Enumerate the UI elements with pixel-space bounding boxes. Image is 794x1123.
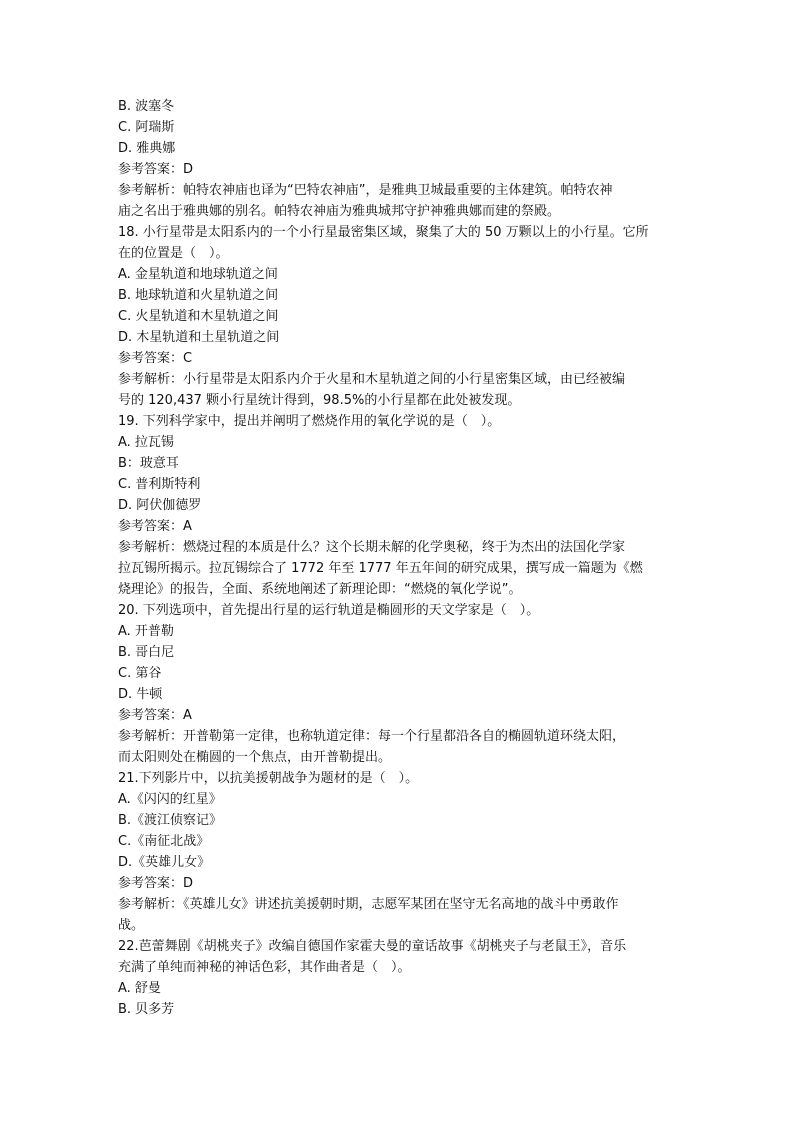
text-line: 18. 小行星带是太阳系内的一个小行星最密集区域，聚集了大的 50 万颗以上的小行星。它所 <box>118 225 649 240</box>
text-line: 而太阳则处在椭圆的一个焦点，由开普勒提出。 <box>118 750 392 765</box>
text-line: C. 第谷 <box>118 666 162 681</box>
text-line: B. 地球轨道和火星轨道之间 <box>118 288 279 303</box>
text-line: 烧理论》的报告，全面、系统地阐述了新理论即：“燃烧的氧化学说”。 <box>118 582 522 597</box>
text-line: 参考解析：帕特农神庙也译为“巴特农神庙”，是雅典卫城最重要的主体建筑。帕特农神 <box>118 183 613 198</box>
text-line: 在的位置是（ ）。 <box>118 246 229 261</box>
text-line: A. 金星轨道和地球轨道之间 <box>118 267 278 282</box>
text-line: D. 雅典娜 <box>118 141 176 156</box>
text-line: D. 木星轨道和土星轨道之间 <box>118 330 280 345</box>
text-line: C. 火星轨道和木星轨道之间 <box>118 309 279 324</box>
text-line: A.《闪闪的红星》 <box>118 792 222 807</box>
text-line: B. 哥白尼 <box>118 645 175 660</box>
text-line: A. 拉瓦锡 <box>118 435 174 450</box>
document-text <box>118 96 678 1020</box>
text-line: B.《渡江侦察记》 <box>118 813 223 828</box>
text-line: 充满了单纯而神秘的神话色彩，其作曲者是（ ）。 <box>118 960 411 975</box>
text-line: B：玻意耳 <box>118 456 179 471</box>
text-line: 参考答案：C <box>118 351 193 366</box>
text-line: 庙之名出于雅典娜的别名。帕特农神庙为雅典城邦守护神雅典娜而建的祭殿。 <box>118 204 561 219</box>
text-line: 19. 下列科学家中，提出并阐明了燃烧作用的氧化学说的是（ ）。 <box>118 414 501 429</box>
text-line: D.《英雄儿女》 <box>118 855 211 870</box>
text-line: 参考解析：燃烧过程的本质是什么？这个长期未解的化学奥秘，终于为杰出的法国化学家 <box>118 540 626 555</box>
text-line: 参考答案：D <box>118 876 194 891</box>
document-page <box>118 96 678 1020</box>
text-line: C.《南征北战》 <box>118 834 210 849</box>
text-line: D. 阿伏伽德罗 <box>118 498 202 513</box>
text-line: B. 贝多芳 <box>118 1002 175 1017</box>
text-line: 拉瓦锡所揭示。拉瓦锡综合了 1772 年至 1777 年五年间的研究成果，撰写成一篇题为《燃 <box>118 561 643 576</box>
text-line: C. 普利斯特利 <box>118 477 201 492</box>
text-line: 参考答案：D <box>118 162 194 177</box>
text-line: 参考解析：小行星带是太阳系内介于火星和木星轨道之间的小行星密集区域，由已经被编 <box>118 372 626 387</box>
text-line: 参考答案：A <box>118 708 192 723</box>
text-line: 21.下列影片中，以抗美援朝战争为题材的是（ ）。 <box>118 771 419 786</box>
text-line: A. 开普勒 <box>118 624 174 639</box>
text-line: 20. 下列选项中，首先提出行星的运行轨道是椭圆形的天文学家是（ ）。 <box>118 603 540 618</box>
text-line: C. 阿瑞斯 <box>118 120 175 135</box>
text-line: D. 牛顿 <box>118 687 163 702</box>
text-line: 号的 120,437 颗小行星统计得到，98.5%的小行星都在此处被发现。 <box>118 393 521 408</box>
text-line: 参考答案：A <box>118 519 192 534</box>
text-line: B. 波塞冬 <box>118 99 175 114</box>
text-line: 22.芭蕾舞剧《胡桃夹子》改编自德国作家霍夫曼的童话故事《胡桃夹子与老鼠王》，音乐 <box>118 939 627 954</box>
text-line: 参考解析：《英雄儿女》讲述抗美援朝时期，志愿军某团在坚守无名高地的战斗中勇敢作 <box>118 897 619 912</box>
text-line: 参考解析：开普勒第一定律，也称轨道定律：每一个行星都沿各自的椭圆轨道环绕太阳， <box>118 729 626 744</box>
text-line: 战。 <box>118 918 145 933</box>
text-line: A. 舒曼 <box>118 981 161 996</box>
